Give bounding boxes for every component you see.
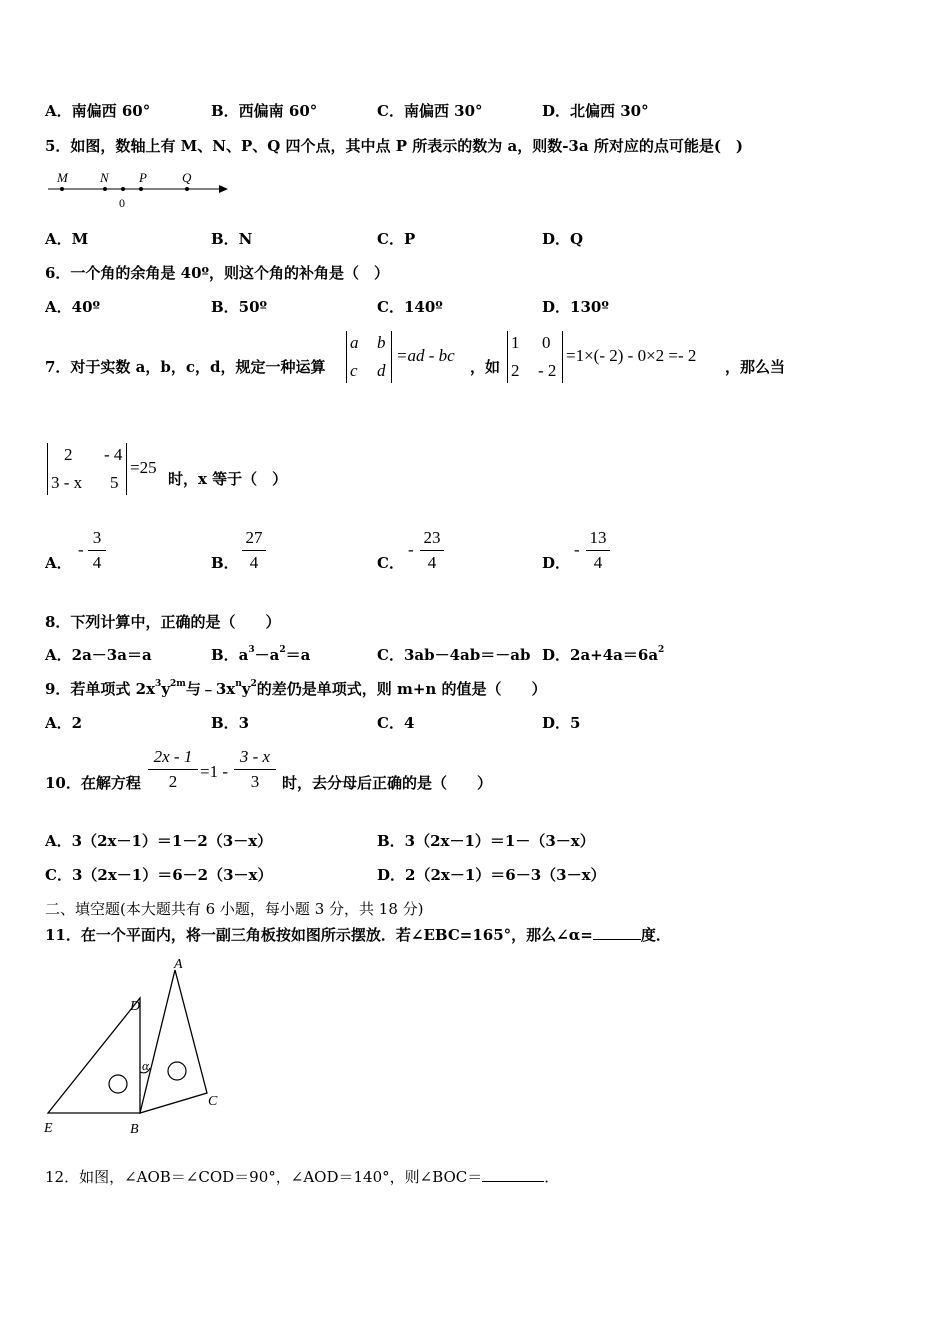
q9-option-a: A．2 xyxy=(45,714,83,732)
q10-option-a: A．3（2x－1）＝1－2（3－x） xyxy=(45,832,273,850)
q10-fraction-2: 3 - x 3 xyxy=(234,746,276,793)
q7-option-a-sign: - xyxy=(78,540,84,559)
q10-option-c: C．3（2x－1）＝6－2（3－x） xyxy=(45,866,273,884)
q8-option-c: C．3ab－4ab＝－ab xyxy=(377,646,531,664)
q6-option-c: C．140º xyxy=(377,298,443,316)
q8-option-d: D．$2a+4a=6a^2$ xyxy=(542,645,665,664)
q7-stem-pre: 7．对于实数 a，b，c，d，规定一种运算 xyxy=(45,358,326,376)
q7-condition-post: 时，x 等于（ ） xyxy=(168,470,288,488)
answer-blank xyxy=(593,939,641,940)
q11-stem: 11．在一个平面内，将一副三角板按如图所示摆放．若∠EBC=165°，那么∠α= 度． xyxy=(45,926,671,944)
label-c: C xyxy=(208,1094,218,1109)
label-m: M xyxy=(57,170,68,185)
q7-stem-post: ，那么当 xyxy=(725,358,786,376)
det-cell: 3 - x xyxy=(51,473,83,492)
det-cell: a xyxy=(350,333,359,352)
q4-option-c: C．南偏西 30° xyxy=(377,102,483,120)
q4-option-b: B．西偏南 60° xyxy=(211,102,318,120)
q5-option-b: B．N xyxy=(211,230,253,248)
det-cell: - 4 xyxy=(104,445,123,464)
label-d: D xyxy=(130,999,141,1014)
q7-mid: ，如 xyxy=(470,358,501,376)
point-origin xyxy=(121,187,125,191)
answer-blank xyxy=(482,1181,544,1182)
triangle-set-figure xyxy=(36,950,236,1145)
q5-option-c: C．P xyxy=(377,230,416,248)
label-alpha: α xyxy=(142,1058,149,1073)
label-n: N xyxy=(100,170,109,185)
label-p: P xyxy=(139,170,147,185)
q7-condition-determinant xyxy=(47,443,127,495)
q6-option-d: D．130º xyxy=(542,298,609,316)
q7-option-c-letter: C． xyxy=(377,554,404,572)
q9-option-b: B．3 xyxy=(211,714,250,732)
det-cell: 0 xyxy=(542,333,551,352)
det-cell: 2 xyxy=(64,445,73,464)
q10-mid: =1 - xyxy=(200,762,228,781)
q7-option-d-sign: - xyxy=(574,540,580,559)
q7-option-a-letter: A． xyxy=(45,554,72,572)
q7-option-a-fraction: 3 4 xyxy=(88,527,106,574)
section-2-heading: 二、填空题(本大题共有 6 小题，每小题 3 分，共 18 分) xyxy=(45,900,424,918)
q7-condition-rhs: =25 xyxy=(130,458,157,477)
point-n xyxy=(103,187,107,191)
q8-option-a: A．2a－3a＝a xyxy=(45,646,152,664)
point-m xyxy=(60,187,64,191)
label-q: Q xyxy=(182,170,192,185)
q7-option-b-letter: B． xyxy=(211,554,239,572)
label-b: B xyxy=(130,1122,139,1137)
label-a: A xyxy=(174,957,183,972)
q10-stem-pre: 10．在解方程 xyxy=(45,774,141,792)
q7-definition-rhs: =ad - bc xyxy=(396,346,455,365)
q5-stem: 5．如图，数轴上有 M、N、P、Q 四个点，其中点 P 所表示的数为 a，则数-3a 所对应的点可能是( ) xyxy=(45,137,744,155)
label-e: E xyxy=(44,1121,53,1136)
label-origin: 0 xyxy=(119,196,125,210)
q4-option-d: D．北偏西 30° xyxy=(542,102,649,120)
q6-option-b: B．50º xyxy=(211,298,268,316)
q5-option-d: D．Q xyxy=(542,230,584,248)
q7-example-determinant xyxy=(507,331,563,383)
q9-stem: 9．若单项式 $2x^3y^{2m}$与$﹣3x^ny^2$的差仍是单项式，则 m+n 的值是（ ） xyxy=(45,679,547,698)
det-cell: 2 xyxy=(511,361,520,380)
point-p xyxy=(139,187,143,191)
q10-stem-post: 时，去分母后正确的是（ ） xyxy=(282,774,493,792)
det-cell: - 2 xyxy=(538,361,557,380)
q4-option-a: A．南偏西 60° xyxy=(45,102,151,120)
q7-example-rhs: =1×(- 2) - 0×2 =- 2 xyxy=(566,346,697,365)
det-cell: 1 xyxy=(511,333,520,352)
q7-option-c-sign: - xyxy=(408,540,414,559)
q8-option-b: B．$a^3-a^2=a$ xyxy=(211,645,311,664)
q6-stem: 6．一个角的余角是 40º，则这个角的补角是（ ） xyxy=(45,264,390,282)
det-cell: 5 xyxy=(110,473,119,492)
point-q xyxy=(185,187,189,191)
det-cell: d xyxy=(377,361,386,380)
q7-option-b-fraction: 27 4 xyxy=(242,527,266,574)
q5-option-a: A．M xyxy=(45,230,89,248)
number-line-figure xyxy=(44,168,234,212)
q7-option-d-fraction: 13 4 xyxy=(586,527,610,574)
det-cell: c xyxy=(350,361,358,380)
q9-option-c: C．4 xyxy=(377,714,415,732)
q6-option-a: A．40º xyxy=(45,298,101,316)
q7-option-c-fraction: 23 4 xyxy=(420,527,444,574)
q8-stem: 8．下列计算中，正确的是（ ） xyxy=(45,613,281,631)
q10-option-b: B．3（2x－1）＝1－（3－x） xyxy=(377,832,595,850)
q10-option-d: D．2（2x－1）＝6－3（3－x） xyxy=(377,866,606,884)
q7-definition-determinant xyxy=(346,331,392,383)
q10-fraction-1: 2x - 1 2 xyxy=(148,746,198,793)
q12-stem: 12．如图，∠AOB＝∠COD＝90°，∠AOD＝140°，则∠BOC＝ ． xyxy=(45,1168,560,1186)
q9-option-d: D．5 xyxy=(542,714,581,732)
q7-option-d-letter: D． xyxy=(542,554,571,572)
det-cell: b xyxy=(377,333,386,352)
